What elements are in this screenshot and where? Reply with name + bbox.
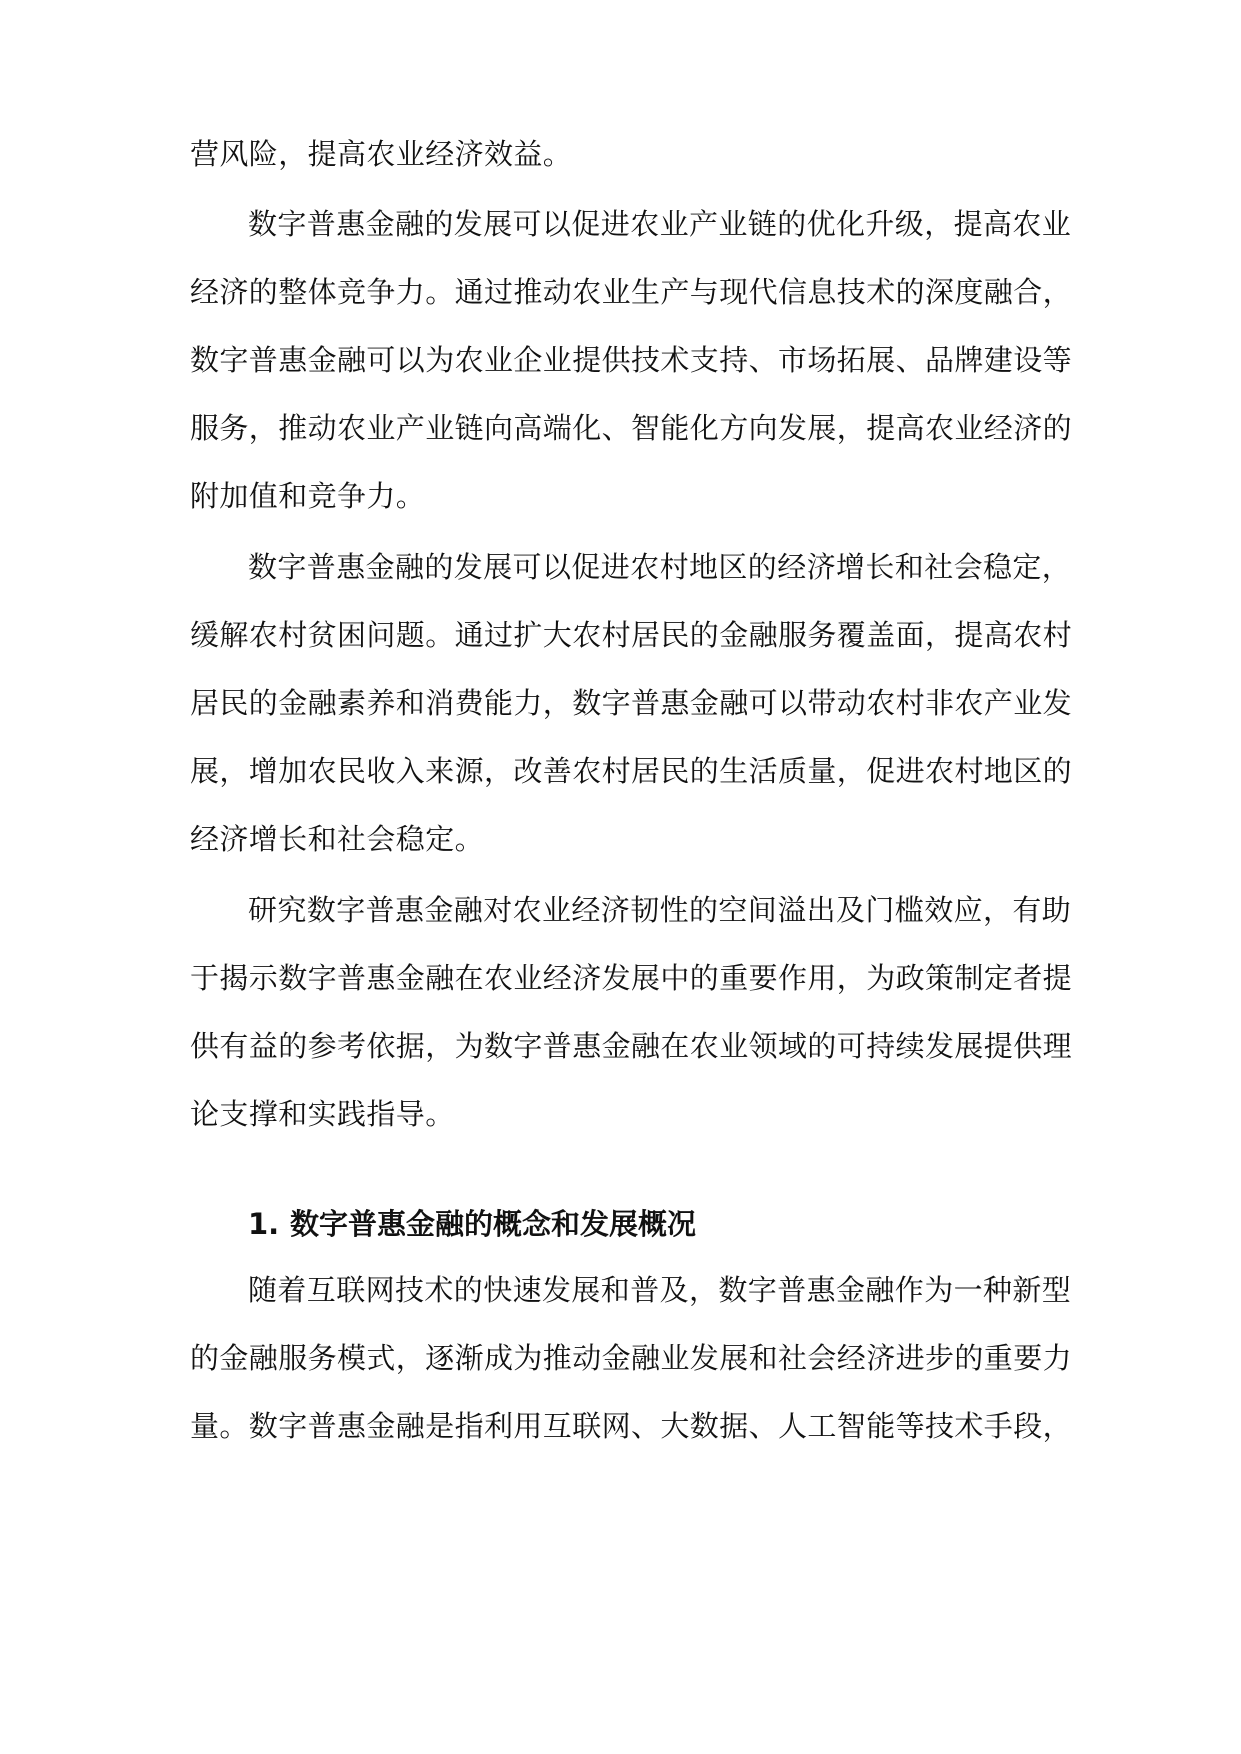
text-line: 展，增加农民收入来源，改善农村居民的生活质量，促进农村地区的 <box>190 754 1073 788</box>
text-line: 随着互联网技术的快速发展和普及，数字普惠金融作为一种新型 <box>248 1273 1072 1307</box>
text-line: 数字普惠金融的发展可以促进农业产业链的优化升级，提高农业 <box>248 207 1072 241</box>
text-line: 附加值和竞争力。 <box>190 479 426 513</box>
text-line: 营风险，提高农业经济效益。 <box>190 137 573 171</box>
text-line: 的金融服务模式，逐渐成为推动金融业发展和社会经济进步的重要力 <box>190 1341 1073 1375</box>
section-heading <box>248 1204 696 1244</box>
section-title: 数字普惠金融的概念和发展概况 <box>290 1207 697 1241</box>
text-line: 研究数字普惠金融对农业经济韧性的空间溢出及门槛效应，有助 <box>248 893 1072 927</box>
text-line: 缓解农村贫困问题。通过扩大农村居民的金融服务覆盖面，提高农村 <box>190 618 1073 652</box>
text-line: 数字普惠金融可以为农业企业提供技术支持、市场拓展、品牌建设等 <box>190 343 1073 377</box>
text-line: 经济的整体竞争力。通过推动农业生产与现代信息技术的深度融合， <box>190 275 1073 309</box>
text-line: 服务，推动农业产业链向高端化、智能化方向发展，提高农业经济的 <box>190 411 1073 445</box>
text-line: 居民的金融素养和消费能力，数字普惠金融可以带动农村非农产业发 <box>190 686 1073 720</box>
text-line: 于揭示数字普惠金融在农业经济发展中的重要作用，为政策制定者提 <box>190 961 1073 995</box>
text-line: 量。数字普惠金融是指利用互联网、大数据、人工智能等技术手段， <box>190 1409 1073 1443</box>
text-line: 经济增长和社会稳定。 <box>190 822 485 856</box>
text-line: 论支撑和实践指导。 <box>190 1097 455 1131</box>
text-line: 供有益的参考依据，为数字普惠金融在农业领域的可持续发展提供理 <box>190 1029 1073 1063</box>
text-line: 数字普惠金融的发展可以促进农村地区的经济增长和社会稳定， <box>248 550 1072 584</box>
section-number: 1. <box>248 1207 280 1241</box>
